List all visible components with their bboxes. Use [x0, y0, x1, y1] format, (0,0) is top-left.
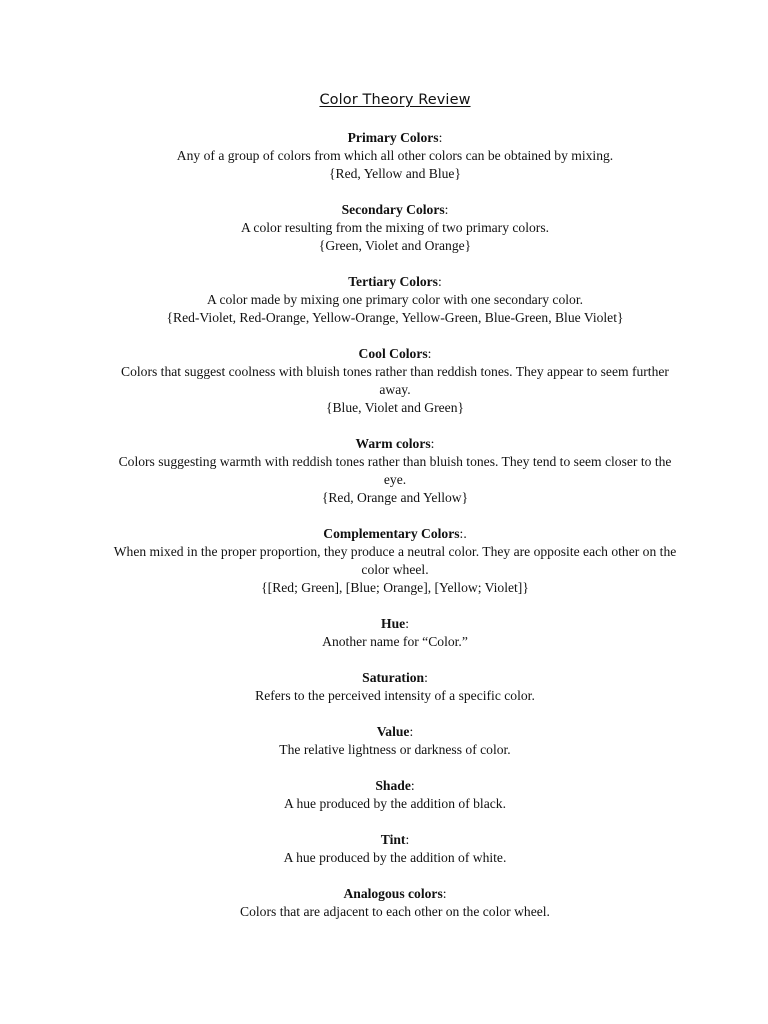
term-suffix: : [437, 274, 442, 289]
term-name: Hue [381, 616, 406, 631]
term-examples: {[Red; Green], [Blue; Orange], [Yellow; Violet]} [261, 580, 529, 595]
term-name: Complementary Colors [323, 526, 460, 541]
term-warm-colors [110, 435, 680, 507]
term-name: Saturation [362, 670, 425, 685]
term-name: Warm colors [355, 436, 431, 451]
term-heading [110, 723, 680, 741]
term-suffix: : [438, 130, 443, 145]
term-definition: Colors that are adjacent to each other on the color wheel. [240, 904, 550, 919]
term-heading [110, 435, 680, 453]
term-definition: Any of a group of colors from which all other colors can be obtained by mixing. [176, 148, 614, 163]
term-examples: {Blue, Violet and Green} [325, 400, 465, 415]
term-definition: A color made by mixing one primary color with one secondary color. [207, 292, 583, 307]
term-definition: Colors suggesting warmth with reddish tones rather than bluish tones. They tend to seem closer to the eye. [118, 454, 672, 487]
term-tint [110, 831, 680, 867]
term-cool-colors [110, 345, 680, 417]
term-definition: Another name for “Color.” [322, 634, 468, 649]
term-name: Analogous colors [343, 886, 443, 901]
term-suffix: : [405, 832, 410, 847]
term-heading [110, 525, 680, 543]
term-suffix: : [427, 346, 432, 361]
term-name: Tint [380, 832, 406, 847]
term-heading [110, 831, 680, 849]
term-suffix: : [405, 616, 409, 631]
term-examples: {Red-Violet, Red-Orange, Yellow-Orange, Yellow-Green, Blue-Green, Blue Violet} [166, 310, 624, 325]
term-name: Primary Colors [347, 130, 439, 145]
term-heading [110, 669, 680, 687]
term-name: Shade [375, 778, 411, 793]
term-heading [110, 885, 680, 903]
term-tertiary-colors [110, 273, 680, 327]
term-heading [110, 615, 680, 633]
term-name: Secondary Colors [341, 202, 445, 217]
term-definition: A hue produced by the addition of white. [283, 850, 507, 865]
term-suffix: :. [459, 526, 467, 541]
term-name: Value [376, 724, 410, 739]
term-examples: {Red, Orange and Yellow} [321, 490, 469, 505]
term-definition: A color resulting from the mixing of two primary colors. [240, 220, 550, 235]
term-heading [110, 777, 680, 795]
term-suffix: : [424, 670, 428, 685]
term-primary-colors [110, 129, 680, 183]
glossary [110, 129, 680, 939]
term-definition: Colors that suggest coolness with bluish tones rather than reddish tones. They appear to seem further away. [121, 364, 669, 397]
term-suffix: : [430, 436, 435, 451]
term-value [110, 723, 680, 759]
term-definition: The relative lightness or darkness of color. [279, 742, 511, 757]
term-heading [110, 273, 680, 291]
term-suffix: : [442, 886, 447, 901]
term-name: Tertiary Colors [348, 274, 438, 289]
term-examples: {Green, Violet and Orange} [318, 238, 472, 253]
term-saturation [110, 669, 680, 705]
term-suffix: : [444, 202, 449, 217]
term-suffix: : [410, 778, 415, 793]
term-definition: Refers to the perceived intensity of a specific color. [255, 688, 535, 703]
term-definition: A hue produced by the addition of black. [284, 796, 506, 811]
term-secondary-colors [110, 201, 680, 255]
term-definition: When mixed in the proper proportion, they produce a neutral color. They are opposite each other on the color wheel. [113, 544, 677, 577]
term-heading [110, 345, 680, 363]
term-examples: {Red, Yellow and Blue} [329, 166, 461, 181]
term-heading [110, 129, 680, 147]
term-complementary-colors [110, 525, 680, 597]
term-analogous-colors [110, 885, 680, 921]
term-suffix: : [409, 724, 414, 739]
term-heading [110, 201, 680, 219]
document-title: Color Theory Review [319, 92, 471, 108]
term-hue [110, 615, 680, 651]
term-shade [110, 777, 680, 813]
term-name: Cool Colors [358, 346, 428, 361]
